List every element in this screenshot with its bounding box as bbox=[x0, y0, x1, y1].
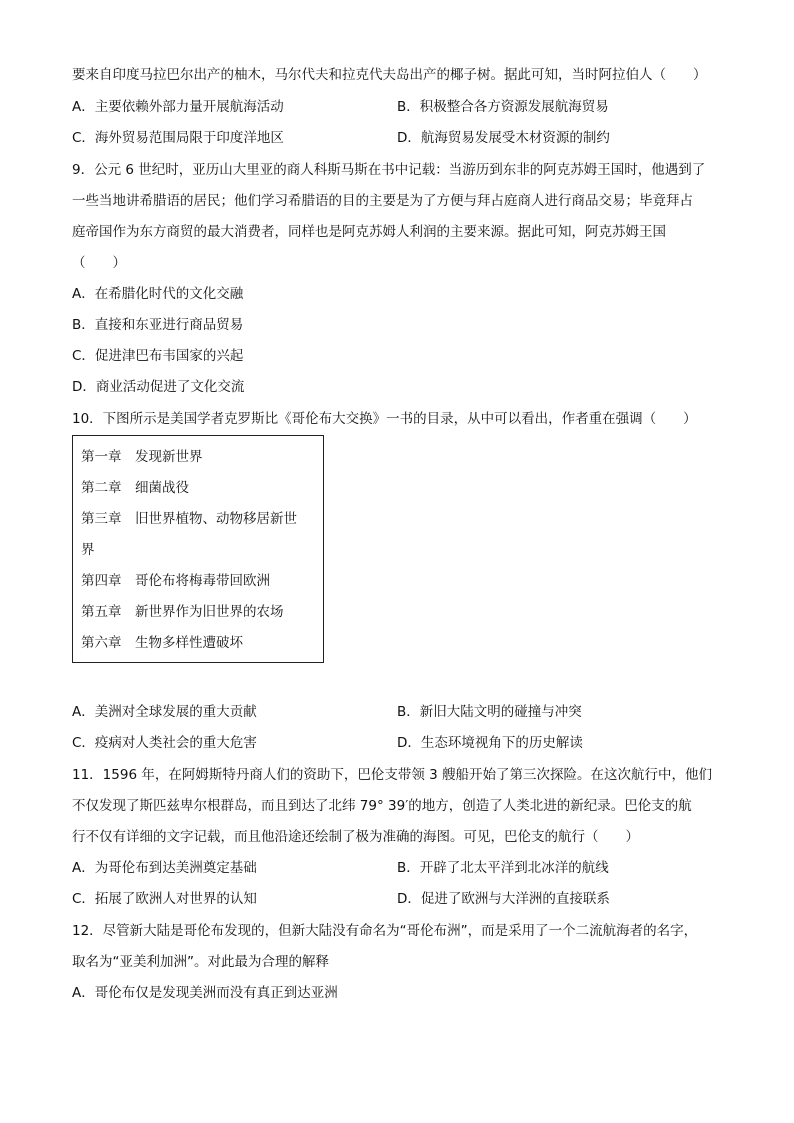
toc-entry-2: 第二章 细菌战役 bbox=[81, 480, 189, 496]
q11-option-b: B．开辟了北太平洋到北冰洋的航线 bbox=[397, 860, 609, 876]
q10-option-b: B．新旧大陆文明的碰撞与冲突 bbox=[397, 704, 582, 720]
toc-entry-4: 第四章 哥伦布将梅毒带回欧洲 bbox=[81, 573, 270, 589]
toc-entry-5: 第五章 新世界作为旧世界的农场 bbox=[81, 604, 284, 620]
q9-stem-line-3: 庭帝国作为东方商贸的最大消费者，同样也是阿克苏姆人利润的主要来源。据此可知，阿克苏姆王国 bbox=[72, 224, 666, 240]
toc-entry-6: 第六章 生物多样性遭破坏 bbox=[81, 635, 243, 651]
q8-option-a: A．主要依赖外部力量开展航海活动 bbox=[72, 99, 284, 115]
q9-option-a: A．在希腊化时代的文化交融 bbox=[72, 286, 244, 302]
q10-stem: 10．下图所示是美国学者克罗斯比《哥伦布大交换》一书的目录，从中可以看出，作者重在强调（ ） bbox=[72, 411, 697, 427]
toc-entry-1: 第一章 发现新世界 bbox=[81, 449, 203, 465]
q11-option-a: A．为哥伦布到达美洲奠定基础 bbox=[72, 860, 257, 876]
q10-option-c: C．疫病对人类社会的重大危害 bbox=[72, 735, 257, 751]
q8-option-d: D．航海贸易发展受木材资源的制约 bbox=[397, 130, 610, 146]
q11-option-d: D．促进了欧洲与大洋洲的直接联系 bbox=[397, 891, 610, 907]
toc-entry-3-continued: 界 bbox=[81, 542, 95, 558]
q10-option-d: D．生态环境视角下的历史解读 bbox=[397, 735, 583, 751]
q12-stem-line-1: 12．尽管新大陆是哥伦布发现的，但新大陆没有命名为“哥伦布洲”，而是采用了一个二流航海者的名字， bbox=[72, 923, 698, 939]
q9-stem-line-4: （ ） bbox=[72, 255, 126, 271]
q10-option-a: A．美洲对全球发展的重大贡献 bbox=[72, 704, 257, 720]
q9-option-c: C．促进津巴布韦国家的兴起 bbox=[72, 348, 244, 364]
toc-entry-3: 第三章 旧世界植物、动物移居新世 bbox=[81, 511, 297, 527]
q11-stem-line-3: 行不仅有详细的文字记载，而且他沿途还绘制了极为准确的海图。可见，巴伦支的航行（ ） bbox=[72, 829, 639, 845]
q12-option-a: A．哥伦布仅是发现美洲而没有真正到达亚洲 bbox=[72, 985, 338, 1001]
q8-stem: 要来自印度马拉巴尔出产的柚木，马尔代夫和拉克代夫岛出产的椰子树。据此可知，当时阿拉伯人（ ） bbox=[72, 67, 707, 83]
q8-option-b: B．积极整合各方资源发展航海贸易 bbox=[397, 99, 609, 115]
q10-table-of-contents bbox=[72, 435, 324, 663]
q11-stem-line-2: 不仅发现了斯匹兹卑尔根群岛，而且到达了北纬 79° 39′的地方，创造了人类北进的新纪录。巴伦支的航 bbox=[72, 798, 692, 814]
q9-stem-line-1: 9．公元 6 世纪时，亚历山大里亚的商人科斯马斯在书中记载：当游历到东非的阿克苏姆王国时，他遇到了 bbox=[72, 162, 706, 178]
q8-option-c: C．海外贸易范围局限于印度洋地区 bbox=[72, 130, 284, 146]
q9-stem-line-2: 一些当地讲希腊语的居民；他们学习希腊语的目的主要是为了方便与拜占庭商人进行商品交易；毕竟拜占 bbox=[72, 193, 693, 209]
q12-stem-line-2: 取名为“亚美利加洲”。对此最为合理的解释 bbox=[72, 954, 329, 970]
q9-option-d: D．商业活动促进了文化交流 bbox=[72, 379, 245, 395]
q11-option-c: C．拓展了欧洲人对世界的认知 bbox=[72, 891, 257, 907]
q9-option-b: B．直接和东亚进行商品贸易 bbox=[72, 317, 244, 333]
q11-stem-line-1: 11．1596 年，在阿姆斯特丹商人们的资助下，巴伦支带领 3 艘船开始了第三次探险。在这次航行中，他们 bbox=[72, 767, 712, 783]
